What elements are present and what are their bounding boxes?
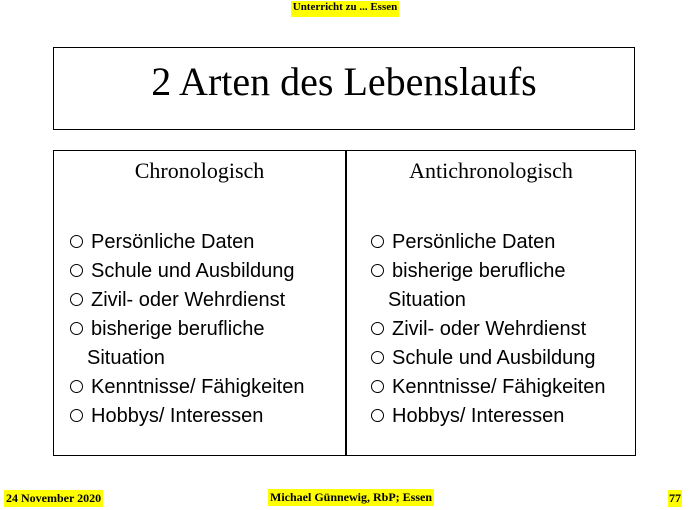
list-item-text: Persönliche Daten [91, 231, 255, 253]
list-item-text: Zivil- oder Wehrdienst [91, 289, 286, 311]
list-item [371, 315, 635, 344]
list-item-text: Hobbys/ Interessen [91, 405, 264, 427]
circle-bullet-icon [371, 322, 384, 335]
list-item-text: Schule und Ausbildung [392, 347, 596, 369]
list-item-continuation [371, 286, 635, 315]
left-column-list [70, 228, 345, 431]
slide-title: 2 Arten des Lebenslaufs [151, 59, 537, 104]
list-item-text: Kenntnisse/ Fähigkeiten [91, 376, 305, 398]
list-item [371, 344, 635, 373]
circle-bullet-icon [70, 322, 83, 335]
list-item [70, 286, 345, 315]
list-item-continuation [70, 344, 345, 373]
list-item-text: bisherige berufliche [91, 318, 265, 340]
circle-bullet-icon [371, 264, 384, 277]
right-column-list [371, 228, 635, 431]
list-item [371, 228, 635, 257]
list-item-text: Kenntnisse/ Fähigkeiten [392, 376, 606, 398]
list-item-text: Hobbys/ Interessen [392, 405, 565, 427]
circle-bullet-icon [371, 380, 384, 393]
circle-bullet-icon [371, 351, 384, 364]
slide-header-text: Unterricht zu ... Essen [291, 1, 400, 17]
right-column-heading: Antichronologisch [409, 158, 573, 183]
list-item [70, 228, 345, 257]
circle-bullet-icon [70, 380, 83, 393]
circle-bullet-icon [371, 235, 384, 248]
circle-bullet-icon [70, 264, 83, 277]
list-item [70, 257, 345, 286]
page-number: 77 [669, 491, 681, 505]
list-item-text: Persönliche Daten [392, 231, 556, 253]
footer-date: 24 November 2020 [6, 491, 102, 505]
list-item-text: Situation [87, 347, 165, 369]
circle-bullet-icon [70, 409, 83, 422]
list-item [70, 373, 345, 402]
list-item-text: Situation [388, 289, 466, 311]
left-column [53, 150, 346, 456]
list-item [70, 315, 345, 344]
circle-bullet-icon [70, 235, 83, 248]
title-box [53, 47, 635, 130]
left-column-heading: Chronologisch [134, 158, 265, 183]
list-item-text: Zivil- oder Wehrdienst [392, 318, 587, 340]
circle-bullet-icon [371, 409, 384, 422]
footer-author: Michael Günnewig, RbP; Essen [270, 490, 433, 504]
list-item-text: bisherige berufliche [392, 260, 566, 282]
circle-bullet-icon [70, 293, 83, 306]
list-item-text: Schule und Ausbildung [91, 260, 295, 282]
list-item [371, 402, 635, 431]
list-item [371, 373, 635, 402]
right-column [346, 150, 636, 456]
slide-header [0, 0, 690, 17]
list-item [371, 257, 635, 286]
list-item [70, 402, 345, 431]
